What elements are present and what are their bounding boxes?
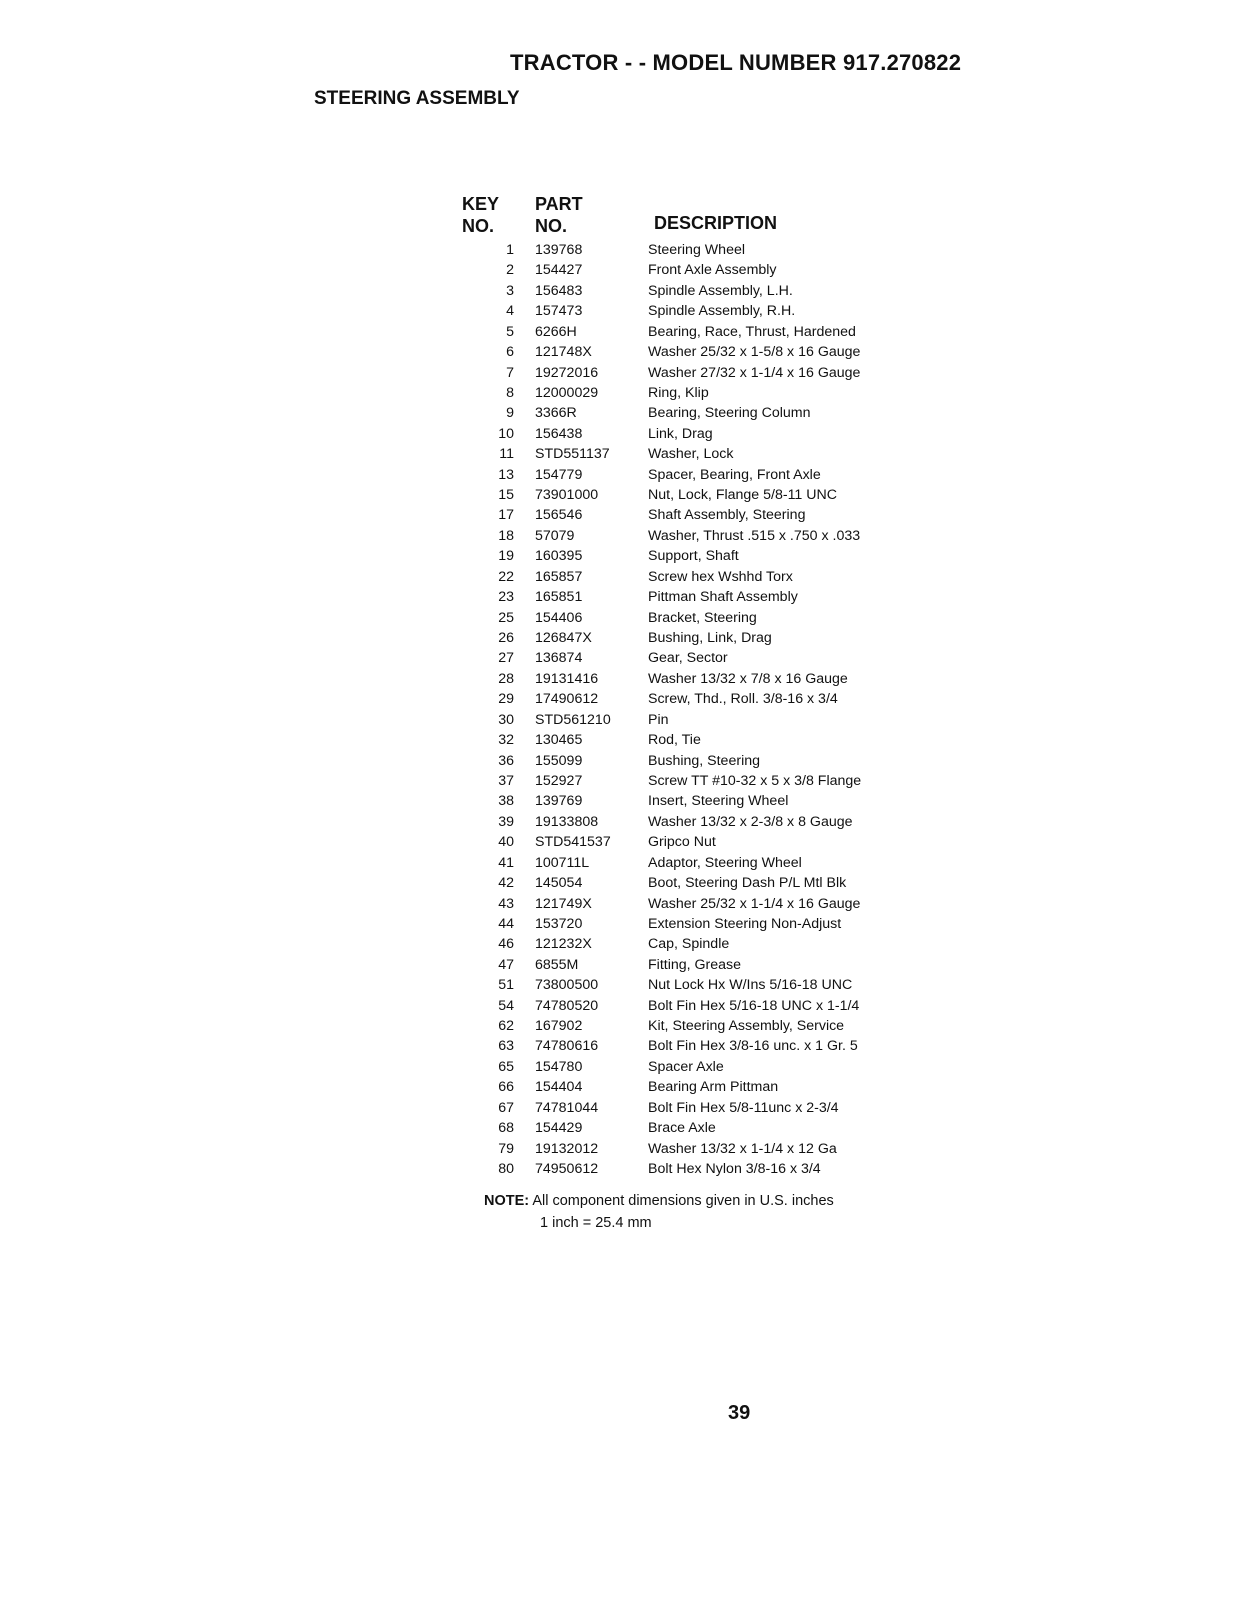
part-number: 121748X: [535, 344, 592, 361]
key-number: 68: [498, 1120, 514, 1137]
part-number: 154779: [535, 466, 583, 483]
part-number: 145054: [535, 875, 583, 892]
part-number: 100711L: [535, 854, 590, 871]
part-description: Extension Steering Non-Adjust: [648, 915, 842, 932]
part-no-column-header: [535, 193, 583, 237]
table-row: [462, 812, 942, 832]
key-number: 47: [498, 956, 514, 973]
key-number: 7: [506, 364, 514, 381]
dimension-note: [484, 1190, 834, 1234]
part-description: Spacer, Bearing, Front Axle: [648, 466, 821, 483]
part-number: 154780: [535, 1058, 583, 1075]
table-row: [462, 751, 942, 771]
table-row: [462, 832, 942, 852]
part-number: 74781044: [535, 1099, 599, 1116]
part-number: 73800500: [535, 977, 599, 994]
part-description: Spindle Assembly, R.H.: [648, 303, 796, 320]
part-description: Link, Drag: [648, 425, 713, 442]
table-row: [462, 1077, 942, 1097]
part-number: 73901000: [535, 487, 599, 504]
key-number: 22: [498, 568, 514, 585]
table-row: [462, 301, 942, 321]
part-description: Bracket, Steering: [648, 609, 757, 626]
table-row: [462, 955, 942, 975]
key-number: 10: [498, 425, 514, 442]
table-row: [462, 587, 942, 607]
key-number: 30: [498, 711, 514, 728]
part-number: 160395: [535, 548, 583, 565]
part-description: Rod, Tie: [648, 732, 701, 749]
table-row: [462, 873, 942, 893]
part-number: 121232X: [535, 936, 592, 953]
part-number: 167902: [535, 1018, 583, 1035]
part-number: 126847X: [535, 630, 592, 647]
part-number: 154427: [535, 262, 583, 279]
table-row: [462, 934, 942, 954]
part-number: STD561210: [535, 711, 611, 728]
table-row: [462, 791, 942, 811]
note-label: NOTE:: [484, 1193, 530, 1209]
part-number: 6855M: [535, 956, 579, 973]
table-row: [462, 403, 942, 423]
key-number: 17: [498, 507, 514, 524]
key-number: 13: [498, 466, 514, 483]
part-number: 57079: [535, 527, 575, 544]
key-number: 54: [498, 997, 514, 1014]
table-row: [462, 567, 942, 587]
page-number: 39: [728, 1402, 751, 1424]
key-number: 51: [498, 977, 514, 994]
table-row: [462, 648, 942, 668]
part-number: 165851: [535, 589, 583, 606]
key-number: 66: [498, 1079, 514, 1096]
table-row: [462, 465, 942, 485]
table-row: [462, 322, 942, 342]
table-row: [462, 342, 942, 362]
part-number: 121749X: [535, 895, 592, 912]
part-number: 130465: [535, 732, 583, 749]
key-number: 79: [498, 1140, 514, 1157]
part-number: 136874: [535, 650, 583, 667]
key-number: 8: [506, 384, 514, 401]
table-row: [462, 771, 942, 791]
table-row: [462, 1098, 942, 1118]
key-header-line2: NO.: [462, 216, 495, 236]
key-number: 43: [498, 895, 514, 912]
part-description: Front Axle Assembly: [648, 262, 777, 279]
key-number: 36: [498, 752, 514, 769]
part-number: 17490612: [535, 691, 599, 708]
key-number: 19: [498, 548, 514, 565]
key-number: 41: [498, 854, 514, 871]
table-row: [462, 444, 942, 464]
key-number: 6: [506, 344, 514, 361]
table-row: [462, 240, 942, 260]
key-number: 9: [506, 405, 514, 422]
part-description: Boot, Steering Dash P/L Mtl Blk: [648, 875, 847, 892]
part-description: Pin: [648, 711, 669, 728]
key-number: 23: [498, 589, 514, 606]
part-number: 156546: [535, 507, 583, 524]
part-description: Adaptor, Steering Wheel: [648, 854, 802, 871]
part-description: Insert, Steering Wheel: [648, 793, 789, 810]
part-number: 152927: [535, 772, 583, 789]
key-number: 2: [506, 262, 514, 279]
part-description: Washer 13/32 x 7/8 x 16 Gauge: [648, 670, 848, 687]
table-row: [462, 505, 942, 525]
part-description: Bolt Hex Nylon 3/8-16 x 3/4: [648, 1160, 821, 1177]
parts-list: [462, 240, 942, 1179]
table-row: [462, 383, 942, 403]
key-number: 26: [498, 630, 514, 647]
part-description: Support, Shaft: [648, 548, 739, 565]
part-number: 139769: [535, 793, 583, 810]
key-number: 15: [498, 487, 514, 504]
part-description: Washer, Lock: [648, 446, 734, 463]
part-number: 74950612: [535, 1160, 599, 1177]
key-no-column-header: [462, 193, 499, 237]
part-description: Bolt Fin Hex 3/8-16 unc. x 1 Gr. 5: [648, 1038, 858, 1055]
table-row: [462, 710, 942, 730]
part-number: 19133808: [535, 813, 599, 830]
part-number: 165857: [535, 568, 583, 585]
table-row: [462, 894, 942, 914]
part-description: Shaft Assembly, Steering: [648, 507, 806, 524]
note-line2: 1 inch = 25.4 mm: [540, 1215, 652, 1231]
part-description: Spindle Assembly, L.H.: [648, 282, 793, 299]
table-row: [462, 281, 942, 301]
part-number: 74780520: [535, 997, 599, 1014]
key-number: 32: [498, 732, 514, 749]
table-row: [462, 669, 942, 689]
table-row: [462, 260, 942, 280]
part-number: 6266H: [535, 323, 577, 340]
part-number: 19272016: [535, 364, 599, 381]
key-header-line1: KEY: [462, 194, 500, 214]
key-number: 3: [506, 282, 514, 299]
key-number: 80: [498, 1160, 514, 1177]
part-description: Screw hex Wshhd Torx: [648, 568, 793, 585]
part-description: Washer 27/32 x 1-1/4 x 16 Gauge: [648, 364, 861, 381]
table-row: [462, 1057, 942, 1077]
section-title: STEERING ASSEMBLY: [314, 88, 520, 109]
part-description: Bearing, Race, Thrust, Hardened: [648, 323, 856, 340]
part-description: Spacer Axle: [648, 1058, 724, 1075]
part-number: 19132012: [535, 1140, 599, 1157]
table-row: [462, 853, 942, 873]
page-title: TRACTOR - - MODEL NUMBER 917.270822: [510, 50, 962, 75]
part-header-line2: NO.: [535, 216, 568, 236]
key-number: 38: [498, 793, 514, 810]
part-description: Pittman Shaft Assembly: [648, 589, 798, 606]
table-row: [462, 526, 942, 546]
table-row: [462, 1139, 942, 1159]
part-number: 19131416: [535, 670, 599, 687]
table-row: [462, 546, 942, 566]
part-description: Gripco Nut: [648, 834, 716, 851]
part-description: Nut Lock Hx W/Ins 5/16-18 UNC: [648, 977, 853, 994]
key-number: 27: [498, 650, 514, 667]
part-description: Gear, Sector: [648, 650, 728, 667]
part-number: 154429: [535, 1120, 583, 1137]
part-description: Fitting, Grease: [648, 956, 742, 973]
key-number: 29: [498, 691, 514, 708]
part-description: Bolt Fin Hex 5/8-11unc x 2-3/4: [648, 1099, 839, 1116]
part-description: Bearing Arm Pittman: [648, 1079, 779, 1096]
part-description: Steering Wheel: [648, 242, 745, 258]
part-description: Washer 25/32 x 1-5/8 x 16 Gauge: [648, 344, 861, 361]
part-number: 3366R: [535, 405, 577, 422]
table-row: [462, 608, 942, 628]
part-number: 153720: [535, 915, 583, 932]
key-number: 46: [498, 936, 514, 953]
part-number: 155099: [535, 752, 583, 769]
table-row: [462, 996, 942, 1016]
key-number: 44: [498, 915, 514, 932]
part-description: Washer 25/32 x 1-1/4 x 16 Gauge: [648, 895, 861, 912]
part-description: Washer 13/32 x 2-3/8 x 8 Gauge: [648, 813, 853, 830]
part-number: 139768: [535, 242, 583, 258]
part-number: STD541537: [535, 834, 611, 851]
part-number: 154406: [535, 609, 583, 626]
key-number: 42: [498, 875, 514, 892]
key-number: 63: [498, 1038, 514, 1055]
part-description: Bearing, Steering Column: [648, 405, 811, 422]
table-row: [462, 914, 942, 934]
key-number: 18: [498, 527, 514, 544]
note-line1: All component dimensions given in U.S. inches: [532, 1193, 834, 1209]
table-row: [462, 485, 942, 505]
table-row: [462, 628, 942, 648]
key-number: 37: [498, 772, 514, 789]
key-number: 67: [498, 1099, 514, 1116]
key-number: 11: [499, 446, 514, 463]
key-number: 62: [498, 1018, 514, 1035]
key-number: 4: [506, 303, 514, 320]
part-number: 156483: [535, 282, 583, 299]
part-description: Screw, Thd., Roll. 3/8-16 x 3/4: [648, 691, 838, 708]
part-description: Washer 13/32 x 1-1/4 x 12 Ga: [648, 1140, 837, 1157]
key-number: 39: [498, 813, 514, 830]
part-description: Kit, Steering Assembly, Service: [648, 1018, 845, 1035]
part-description: Washer, Thrust .515 x .750 x .033: [648, 527, 861, 544]
table-row: [462, 363, 942, 383]
part-header-line1: PART: [535, 194, 583, 214]
table-row: [462, 689, 942, 709]
key-number: 40: [498, 834, 514, 851]
part-number: 74780616: [535, 1038, 599, 1055]
part-description: Brace Axle: [648, 1120, 716, 1137]
key-number: 1: [506, 242, 514, 258]
table-row: [462, 975, 942, 995]
part-description: Screw TT #10-32 x 5 x 3/8 Flange: [648, 772, 862, 789]
part-number: STD551137: [535, 446, 610, 463]
table-row: [462, 1159, 942, 1179]
part-number: 157473: [535, 303, 583, 320]
description-column-header: DESCRIPTION: [654, 213, 778, 233]
table-row: [462, 730, 942, 750]
table-row: [462, 1118, 942, 1138]
part-description: Bolt Fin Hex 5/16-18 UNC x 1-1/4: [648, 997, 860, 1014]
part-number: 12000029: [535, 384, 599, 401]
part-number: 156438: [535, 425, 583, 442]
part-description: Bushing, Link, Drag: [648, 630, 772, 647]
part-description: Bushing, Steering: [648, 752, 760, 769]
table-row: [462, 1016, 942, 1036]
part-description: Cap, Spindle: [648, 936, 730, 953]
part-number: 154404: [535, 1079, 583, 1096]
key-number: 5: [506, 323, 514, 340]
table-row: [462, 424, 942, 444]
table-row: [462, 1036, 942, 1056]
key-number: 25: [498, 609, 514, 626]
part-description: Nut, Lock, Flange 5/8-11 UNC: [648, 487, 837, 504]
key-number: 65: [498, 1058, 514, 1075]
part-description: Ring, Klip: [648, 384, 709, 401]
key-number: 28: [498, 670, 514, 687]
